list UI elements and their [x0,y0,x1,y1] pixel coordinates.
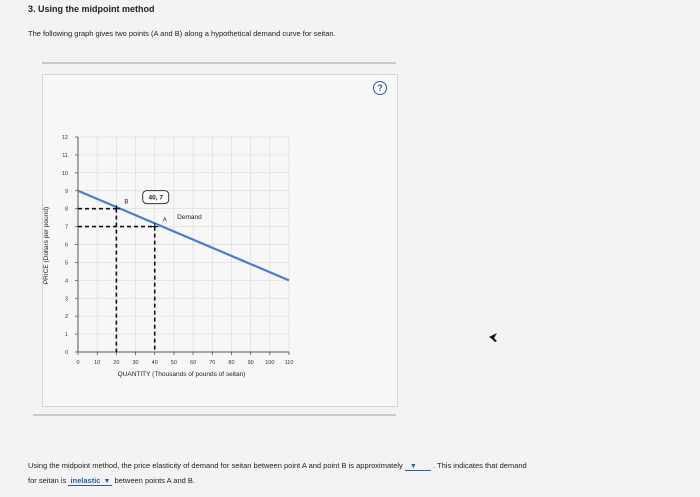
y-tick-label: 3 [64,296,68,303]
x-tick-label: 50 [170,360,177,366]
x-axis-label: QUANTITY (Thousands of pounds of seitan) [117,371,246,378]
demand-type-dropdown[interactable] [68,476,112,486]
point-label-A: A [162,217,167,224]
x-tick-label: 70 [209,360,216,366]
point-tooltip-text: 40, 7 [148,194,163,202]
answer-text-3: for seitan is [28,476,67,485]
mouse-cursor-icon [487,331,499,343]
x-tick-label: 60 [190,360,197,366]
y-tick-label: 10 [61,170,68,177]
y-tick-label: 8 [64,206,68,213]
answer-text-2: . This indicates that demand [433,461,527,470]
chevron-down-icon: ▼ [103,478,111,485]
y-tick-label: 11 [62,152,68,159]
x-tick-label: 30 [132,360,139,366]
demand-curve [78,191,289,281]
x-tick-label: 80 [228,360,235,366]
bottom-divider [33,414,396,416]
answer-text-4: between points A and B. [114,476,195,485]
x-tick-label: 110 [284,360,294,366]
x-tick-label: 20 [113,360,120,366]
answer-text-1: Using the midpoint method, the price elasticity of demand for seitan between point A and point B is approximately [28,461,403,470]
demand-type-dropdown-value: inelastic [70,476,101,485]
y-tick-label: 9 [64,188,68,195]
y-tick-label: 0 [64,350,68,356]
y-tick-label: 1 [64,332,68,339]
x-tick-label: 0 [76,360,80,366]
x-tick-label: 40 [151,360,158,366]
elasticity-dropdown[interactable] [405,461,431,471]
question-title: 3. Using the midpoint method [28,4,155,14]
x-tick-label: 10 [94,360,101,366]
x-tick-label: 100 [265,360,275,366]
y-tick-label: 5 [64,260,68,267]
question-description: The following graph gives two points (A and B) along a hypothetical demand curve for seitan. [28,29,336,38]
y-tick-label: 12 [61,135,68,141]
answer-line-2 [28,476,195,486]
y-tick-label: 4 [64,278,68,285]
y-axis-label: PRICE (Dollars per pound) [43,206,50,285]
x-tick-label: 90 [247,360,254,366]
chevron-down-icon: ▼ [409,463,417,470]
y-tick-label: 6 [64,242,68,249]
y-tick-label: 7 [64,224,68,231]
answer-line-1 [28,461,527,471]
point-label-B: B [124,199,129,206]
y-tick-label: 2 [64,314,68,321]
series-label-demand: Demand [177,213,202,221]
help-button[interactable]: ? [373,81,387,95]
